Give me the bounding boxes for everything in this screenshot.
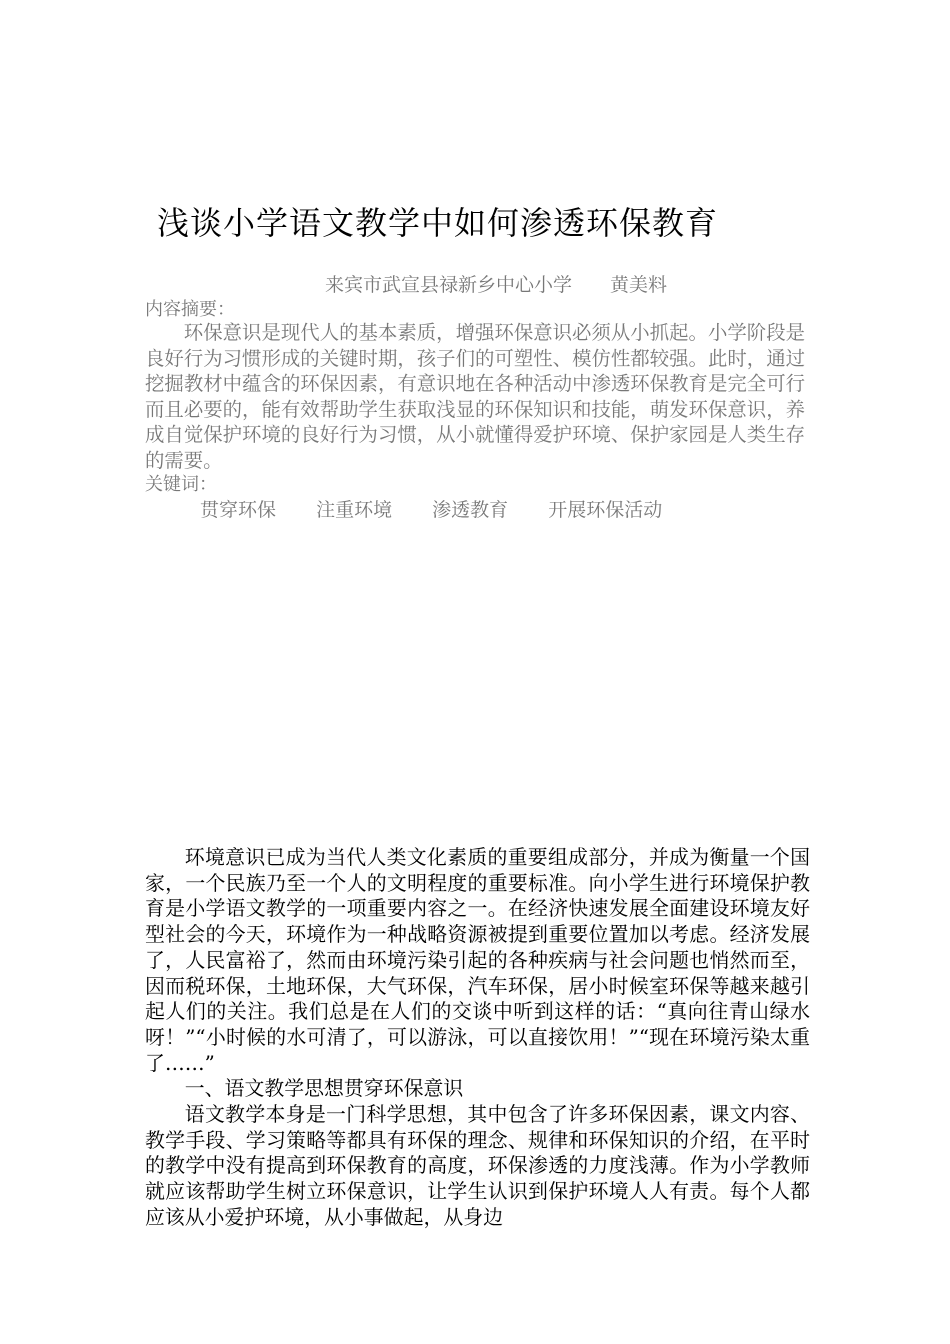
abstract-text: 环保意识是现代人的基本素质，增强环保意识必须从小抓起。小学阶段是良好行为习惯形成的关键时期，孩子们的可塑性、模仿性都较强。此时，通过挖掘教材中蕴含的环保因素，有意识地在各种活动中渗透环保教育是完全可行而且必要的，能有效帮助学生获取浅显的环保知识和技能，萌发环保意识，养成自觉保护环境的良好行为习惯，从小就懂得爱护环境、保护家园是人类生存的需要。 (145, 321, 805, 472)
keywords-list (200, 496, 696, 524)
keyword-item: 渗透教育 (432, 499, 509, 521)
document-title: 浅谈小学语文教学中如何渗透环保教育 (157, 204, 719, 242)
author-name: 黄美料 (610, 274, 668, 296)
main-body (145, 845, 810, 1231)
section-paragraph: 语文教学本身是一门科学思想，其中包含了许多环保因素，课文内容、教学手段、学习策略等都具有环保的理念、规律和环保知识的介绍，在平时的教学中没有提高到环保教育的高度，环保渗透的力度浅薄。作为小学教师就应该帮助学生树立环保意识，让学生认识到保护环境人人有责。每个人都应该从小爱护环境，从小事做起，从身边 (145, 1103, 810, 1229)
author-byline (325, 271, 667, 299)
keywords-label: 关键词： (145, 474, 217, 495)
school-name: 来宾市武宣县禄新乡中心小学 (325, 274, 573, 296)
section-heading: 一、语文教学思想贯穿环保意识 (184, 1077, 464, 1101)
keyword-item: 注重环境 (316, 499, 393, 521)
abstract-label: 内容摘要： (145, 299, 235, 320)
intro-paragraph: 环境意识已成为当代人类文化素质的重要组成部分，并成为衡量一个国家，一个民族乃至一个人的文明程度的重要标准。向小学生进行环境保护教育是小学语文教学的一项重要内容之一。在经济快速发展全面建设环境友好型社会的今天，环境作为一种战略资源被提到重要位置加以考虑。经济发展了，人民富裕了，然而由环境污染引起的各种疾病与社会问题也悄然而至，因而税环保，土地环保，大气环保，汽车环保，居小时候室环保等越来越引起人们的关注。我们总是在人们的交谈中听到这样的话：“真向往青山绿水呀！”“小时候的水可清了，可以游泳，可以直接饮用！”“现在环境污染太重了……” (145, 846, 810, 1075)
keyword-item: 开展环保活动 (548, 499, 663, 521)
keyword-item: 贯穿环保 (200, 499, 277, 521)
